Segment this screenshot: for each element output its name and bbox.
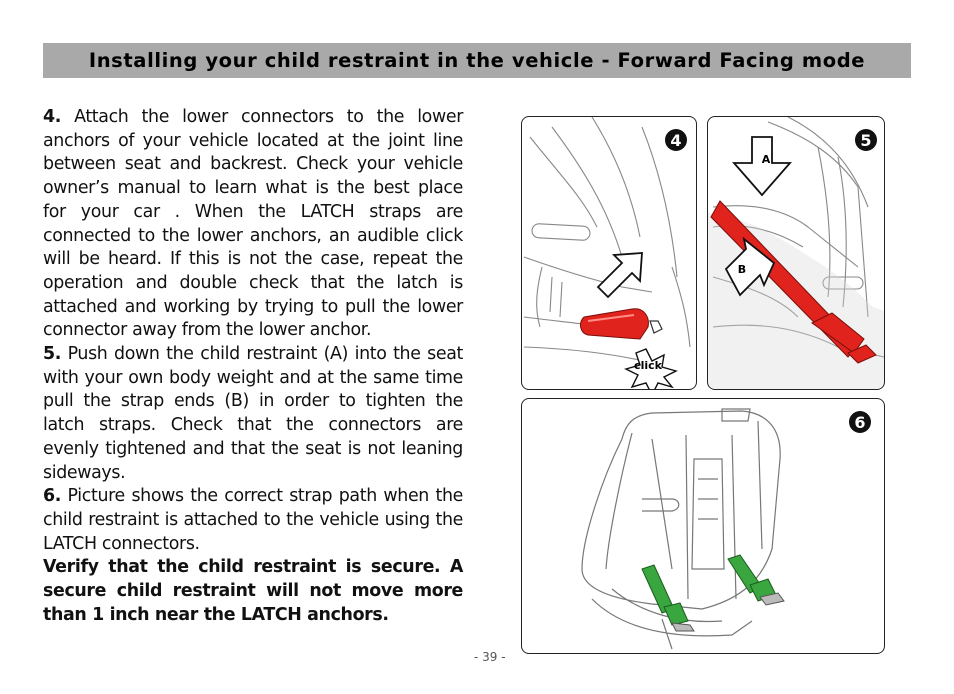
- step-4: [43, 106, 463, 343]
- step-5-text: Push down the child restraint (A) into the seat with your own body weight and at the same time pull the strap ends (B) in order to tighten the latch straps. Check that the connectors are evenly tightened and that the seat is not leaning sideways.: [43, 344, 463, 483]
- figure-5-badge: 5: [855, 129, 877, 151]
- figure-6-illustration: [522, 399, 884, 653]
- step-6: [43, 485, 463, 556]
- figure-4-badge: 4: [665, 129, 687, 151]
- label-a: A: [761, 153, 771, 166]
- figure-6-panel: [521, 398, 885, 654]
- figure-5-illustration: [708, 117, 884, 389]
- figure-5-panel: [707, 116, 885, 390]
- step-6-number: 6.: [43, 486, 62, 507]
- figure-4-panel: [521, 116, 697, 390]
- page-title: Installing your child restraint in the vehicle - Forward Facing mode: [88, 49, 866, 72]
- step-5: [43, 343, 463, 485]
- figure-4-illustration: [522, 117, 696, 389]
- header-bar: [43, 43, 911, 78]
- step-6-text: Picture shows the correct strap path when the child restraint is attached to the vehicle using the LATCH connectors.: [43, 486, 463, 554]
- step-5-number: 5.: [43, 344, 62, 365]
- instructions-column: [43, 106, 463, 627]
- step-4-text: Attach the lower connectors to the lower anchors of your vehicle located at the joint line between seat and backrest. Check your vehicle owner’s manual to learn what is the best place for your car . When the LATCH straps are connected to the lower anchors, an audible click will be heard. If this is not the case, repeat the operation and double check that the latch is attached and working by trying to pull the lower connector away from the lower anchor.: [43, 107, 463, 341]
- step-4-number: 4.: [43, 107, 62, 127]
- page-number: - 39 -: [474, 650, 506, 664]
- label-b: B: [737, 263, 747, 276]
- safety-warning: Verify that the child restraint is secure. A secure child restraint will not move more than 1 inch near the LATCH anchors.: [43, 557, 463, 625]
- figure-6-badge: 6: [849, 411, 871, 433]
- click-label: click: [634, 359, 662, 372]
